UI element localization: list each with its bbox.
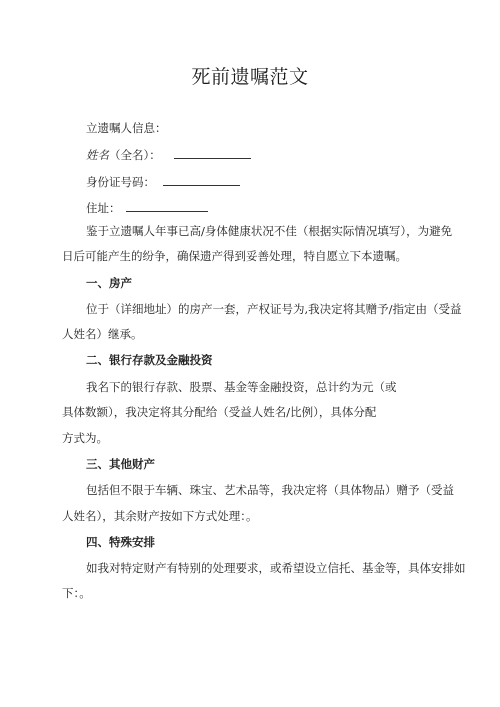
section-heading-special: 四、特殊安排 [86, 535, 155, 549]
id-field-row [86, 174, 240, 189]
section-heading-property: 一、房产 [86, 276, 132, 290]
section-text-line: 人姓名），其余财产按如下方式处理：。 [62, 509, 258, 523]
section-text-line: 人姓名）继承。 [62, 327, 143, 341]
section-heading-other-assets: 三、其他财产 [86, 457, 155, 471]
name-label: 姓名 [86, 148, 109, 162]
intro-paragraph-line: 鉴于立遗嘱人年事已高/身体健康状况不佳（根据实际情况填写），为避免 [86, 224, 453, 238]
testator-info-heading: 立遗嘱人信息： [86, 121, 167, 135]
section-text-line: 我名下的银行存款、股票、基金等金融投资，总计约为元（或 [86, 380, 397, 394]
name-label-suffix: （全名）： [109, 148, 161, 162]
intro-paragraph-line: 日后可能产生的纷争，确保遗产得到妥善处理，特自愿立下本遗嘱。 [62, 249, 407, 263]
section-text-line: 方式为。 [62, 431, 108, 445]
id-label: 身份证号码： [86, 175, 155, 189]
name-blank-line [174, 147, 251, 159]
section-text-line: 如我对特定财产有特别的处理要求，或希望设立信托、基金等，具体安排如 [86, 561, 466, 575]
section-heading-bank: 二、银行存款及金融投资 [86, 353, 213, 367]
name-field-row [86, 147, 251, 162]
document-title: 死前遗嘱范文 [191, 66, 309, 88]
address-label: 住址： [86, 201, 121, 215]
address-blank-line [126, 200, 208, 212]
address-field-row [86, 200, 208, 215]
section-text-line: 位于（详细地址）的房产一套，产权证号为,我决定将其赠予/指定由（受益 [86, 302, 462, 316]
section-text-line: 具体数额），我决定将其分配给（受益人姓名/比例），具体分配 [62, 405, 377, 419]
section-text-line: 下：。 [62, 586, 91, 600]
section-text-line: 包括但不限于车辆、珠宝、艺术品等，我决定将（具体物品）赠予（受益 [86, 483, 454, 497]
id-blank-line [163, 174, 240, 186]
